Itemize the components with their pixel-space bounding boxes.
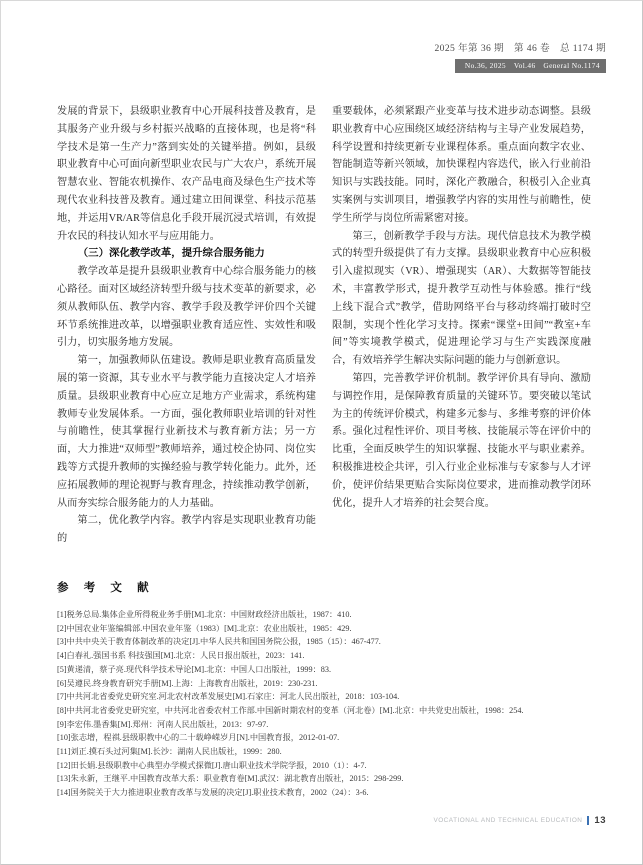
page-number: 13: [594, 815, 606, 826]
body-paragraph: 第四，完善教学评价机制。教学评价具有导向、激励与调控作用，是保障教育质量的关键环节。要突破以笔试为主的传统评价模式，构建多元参与、多维考察的评价体系。强化过程性评价、项目考核、技能展示等在评价中的比重，全面反映学生的知识掌握、技能水平与职业素养。积极推进校企共评，引入行业企业标准与专家参与人才评价，使评价结果更贴合实际岗位要求，进而推动教学闭环优化，提升人才培养的社会契合度。: [332, 372, 591, 509]
footer-separator: [587, 816, 589, 825]
reference-item: [10]张志增，程祺.县级职教中心的二十载峥嵘岁月[N].中国教育报，2012-01-07.: [57, 733, 340, 743]
references-list: [57, 608, 597, 800]
reference-item: [3]中共中央关于教育体制改革的决定[J].中华人民共和国国务院公报，1985（15）：467-477.: [57, 637, 381, 647]
reference-item: [12]田长娟.县级职教中心典型办学模式探微[J].唐山职业技术学院学报，2010（1）：4-7.: [57, 760, 367, 770]
reference-item: [8]中共河北省委党史研究室，中共河北省委农村工作部.中国新时期农村的变革（河北卷）[M].北京：中共党史出版社，1998：254.: [57, 705, 524, 715]
column-right: [332, 103, 591, 548]
references-section: [57, 579, 597, 800]
reference-item: [5]黄递清，蔡子亮.现代科学技术导论[M].北京：中国人口出版社，1999：83.: [57, 664, 332, 674]
page-header: [434, 43, 606, 73]
page-footer: [433, 815, 606, 826]
section-heading: （三）深化教学改革，提升综合服务能力: [77, 248, 265, 260]
reference-item: [4]白春礼.强国书系 科技强国[M].北京：人民日报出版社，2023：141.: [57, 651, 305, 661]
body-paragraph: 教学改革是提升县级职业教育中心综合服务能力的核心路径。面对区域经济转型升级与技术变革的新要求，必须从教师队伍、教学内容、教学手段及教学评价四个关键环节系统推进改革，以增强职业教育适应性、实效性和吸引力，切实服务地方发展。: [57, 266, 316, 349]
reference-item: [14]国务院关于大力推进职业教育改革与发展的决定[J].职业技术教育，2002（24）：3-6.: [57, 788, 369, 798]
reference-item: [6]吴遵民.终身教育研究手册[M].上海：上海教育出版社，2019：230-231.: [57, 678, 318, 688]
issue-info-cn: 2025 年第 36 期 第 46 卷 总 1174 期: [434, 43, 606, 54]
body-paragraph: 重要载体，必须紧跟产业变革与技术进步动态调整。县级职业教育中心应围绕区域经济结构与主导产业发展趋势，科学设置和持续更新专业课程体系。重点面向数字农业、智能制造等新兴领域，加快课程内容迭代，嵌入行业前沿知识与实践技能。同时，深化产教融合，积极引入企业真实案例与实训项目，增强教学内容的实用性与前瞻性，使学生所学与岗位所需紧密对接。: [332, 106, 591, 224]
reference-item: [2]中国农业年鉴编辑部.中国农业年鉴（1983）[M].北京：农业出版社，1985：429.: [57, 623, 352, 633]
references-title: 参 考 文 献: [57, 582, 155, 594]
body-paragraph: 第三，创新教学手段与方法。现代信息技术为教学模式的转型升级提供了有力支撑。县级职业教育中心应积极引入虚拟现实（VR）、增强现实（AR）、大数据等智能技术，丰富教学形式，提升教学互动性与体验感。推行“线上线下混合式”教学，借助网络平台与移动终端打破时空限制，实现个性化学习支持。探索“课堂+田间”“教室+车间”等实境教学模式，促进理论学习与生产实践深度融合，有效培养学生解决实际问题的能力与创新意识。: [332, 230, 591, 367]
reference-item: [11]刘正.摸石头过河集[M].长沙：湖南人民出版社，1999：280.: [57, 747, 282, 757]
body-paragraph: 第二，优化教学内容。教学内容是实现职业教育功能的: [57, 515, 316, 545]
reference-item: [7]中共河北省委党史研究室.河北农村改革发展史[M].石家庄：河北人民出版社，2018：103-104.: [57, 692, 400, 702]
reference-item: [13]朱永新，王继平.中国教育改革大系：职业教育卷[M].武汉：湖北教育出版社，2015：298-299.: [57, 774, 404, 784]
journal-name-en: VOCATIONAL AND TECHNICAL EDUCATION: [433, 817, 583, 824]
issue-info-en-band: No.36, 2025 Vol.46 General No.1174: [455, 59, 606, 73]
column-left: [57, 103, 316, 548]
body-paragraph: 发展的背景下，县级职业教育中心开展科技普及教育，是其服务产业升级与乡村振兴战略的直接体现，也是将“科学技术是第一生产力”落到实处的关键举措。例如，县级职业教育中心可面向新型职业农民与广大农户，系统开展智慧农业、智能农机操作、农产品电商及绿色生产技术等现代农业科技普及教育。通过建立田间课堂、科技示范基地，并运用VR/AR等信息化手段开展沉浸式培训，有效提升农民的科技认知水平与应用能力。: [57, 106, 316, 242]
reference-item: [1]税务总局.集体企业所得税业务手册[M].北京：中国财政经济出版社，1987：410.: [57, 610, 352, 619]
body-paragraph: 第一，加强教师队伍建设。教师是职业教育高质量发展的第一资源，其专业水平与教学能力直接决定人才培养质量。县级职业教育中心应立足地方产业需求，系统构建教师专业发展体系。一方面，强化教师职业培训的针对性与前瞻性，使其掌握行业新技术与教育新方法；另一方面，大力推进“双师型”教师培养，通过校企协同、岗位实践等方式提升教师的实操经验与教学转化能力。此外，还应拓展教师的理论视野与教育理念，持续推动教学创新，从而夯实综合服务能力的人力基础。: [57, 355, 316, 509]
reference-item: [9]李宏伟.墨香集[M].郑州：河南人民出版社，2013：97-97.: [57, 719, 269, 729]
article-body: [57, 103, 591, 548]
